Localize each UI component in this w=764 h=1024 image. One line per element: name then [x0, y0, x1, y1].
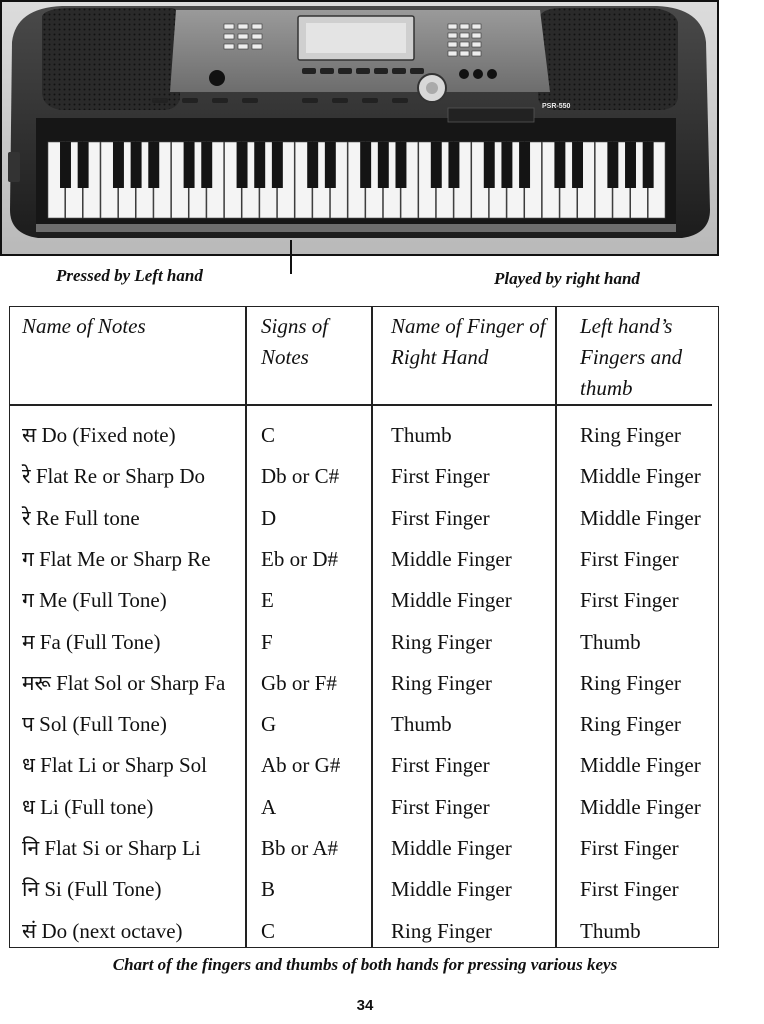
black-key	[519, 142, 530, 188]
left-hand-finger-cell: Thumb	[580, 918, 641, 943]
header-note-sign: Signs of Notes	[261, 314, 329, 369]
left-hand-finger-cell: Middle Finger	[580, 464, 701, 489]
left-hand-finger-cell: Middle Finger	[580, 753, 701, 778]
keyboard-photo	[0, 0, 719, 256]
finger-chart-table	[9, 306, 719, 948]
black-key	[78, 142, 89, 188]
note-sign-cell: Ab or G#	[261, 753, 341, 778]
note-name-cell: म Fa (Full Tone)	[22, 629, 161, 654]
left-speaker	[42, 8, 180, 110]
black-key	[395, 142, 406, 188]
right-hand-finger-cell: Ring Finger	[391, 629, 492, 654]
column-divider	[245, 307, 247, 947]
black-key	[501, 142, 512, 188]
black-key	[307, 142, 318, 188]
note-sign-cell: G	[261, 712, 277, 737]
black-key	[254, 142, 265, 188]
black-key	[643, 142, 654, 188]
note-sign-cell: Gb or F#	[261, 670, 337, 695]
right-hand-finger-cell: Middle Finger	[391, 546, 512, 571]
black-key	[272, 142, 283, 188]
note-name-cell: ग Me (Full Tone)	[22, 588, 167, 613]
note-sign-cell: Bb or A#	[261, 836, 339, 860]
note-sign-cell: F	[261, 629, 273, 654]
black-key	[448, 142, 459, 188]
black-key	[201, 142, 212, 188]
black-key	[148, 142, 159, 188]
header-note-name: Name of Notes	[22, 314, 146, 338]
note-name-cell: नि Flat Si or Sharp Li	[22, 836, 201, 860]
note-sign-cell: E	[261, 588, 274, 613]
note-name-cell: रे Re Full tone	[22, 505, 140, 530]
black-key	[607, 142, 618, 188]
right-hand-finger-cell: Thumb	[391, 423, 452, 447]
note-sign-cell: D	[261, 505, 277, 530]
note-name-cell: प Sol (Full Tone)	[22, 712, 167, 737]
black-key	[625, 142, 636, 188]
right-hand-finger-cell: First Finger	[391, 505, 490, 530]
table-caption: Chart of the fingers and thumbs of both hands for pressing various keys	[112, 955, 618, 974]
left-hand-finger-cell: First Finger	[580, 588, 679, 613]
left-hand-finger-cell: Ring Finger	[580, 423, 681, 447]
note-name-cell: ध Li (Full tone)	[22, 794, 154, 819]
black-key	[484, 142, 495, 188]
header-left-finger: Left hand’s Fingers and thumb	[580, 314, 683, 400]
black-key	[113, 142, 124, 188]
note-sign-cell: C	[261, 423, 276, 447]
black-key	[184, 142, 195, 188]
right-hand-finger-cell: Middle Finger	[391, 588, 512, 613]
page-number: 34	[356, 997, 374, 1014]
column-divider	[371, 307, 373, 947]
right-hand-finger-cell: First Finger	[391, 464, 490, 489]
header-divider	[10, 404, 712, 406]
note-sign-cell: Eb or D#	[261, 546, 338, 571]
right-speaker	[538, 8, 678, 110]
volume-knob	[209, 70, 225, 86]
black-key	[572, 142, 583, 188]
right-hand-finger-cell: First Finger	[391, 794, 490, 819]
right-hand-finger-cell: Ring Finger	[391, 670, 492, 695]
black-key	[325, 142, 336, 188]
note-sign-cell: B	[261, 877, 276, 902]
left-hand-caption: Pressed by Left hand	[56, 266, 203, 285]
left-hand-finger-cell: Thumb	[580, 629, 641, 654]
black-key	[237, 142, 248, 188]
note-sign-cell: Db or C#	[261, 464, 340, 489]
note-name-cell: नि Si (Full Tone)	[22, 877, 162, 902]
note-name-cell: सं Do (next octave)	[22, 918, 183, 943]
right-hand-finger-cell: Middle Finger	[391, 836, 512, 860]
black-key	[378, 142, 389, 188]
note-name-cell: ग Flat Me or Sharp Re	[22, 546, 211, 571]
left-hand-finger-cell: First Finger	[580, 546, 679, 571]
black-key	[431, 142, 442, 188]
note-sign-cell: C	[261, 918, 276, 943]
left-hand-finger-cell: Middle Finger	[580, 505, 701, 530]
note-name-cell: रे Flat Re or Sharp Do	[22, 464, 205, 489]
right-hand-finger-cell: First Finger	[391, 753, 490, 778]
right-hand-finger-cell: Middle Finger	[391, 877, 512, 902]
note-sign-cell: A	[261, 794, 277, 819]
left-hand-finger-cell: Middle Finger	[580, 794, 701, 819]
black-key	[360, 142, 371, 188]
black-key	[131, 142, 142, 188]
black-key	[60, 142, 71, 188]
left-hand-finger-cell: First Finger	[580, 836, 679, 860]
column-divider	[555, 307, 557, 947]
header-right-finger: Name of Finger of Right Hand	[391, 314, 546, 369]
model-label: PSR-550	[542, 103, 571, 110]
note-name-cell: स Do (Fixed note)	[22, 423, 176, 447]
left-hand-finger-cell: First Finger	[580, 877, 679, 902]
left-hand-finger-cell: Ring Finger	[580, 712, 681, 737]
note-name-cell: मरू Flat Sol or Sharp Fa	[22, 670, 226, 695]
right-hand-finger-cell: Ring Finger	[391, 918, 492, 943]
black-key	[554, 142, 565, 188]
left-hand-finger-cell: Ring Finger	[580, 670, 681, 695]
note-name-cell: ध Flat Li or Sharp Sol	[22, 753, 207, 778]
pointer-line	[290, 240, 292, 274]
right-hand-finger-cell: Thumb	[391, 712, 452, 737]
right-hand-caption: Played by right hand	[494, 269, 640, 288]
